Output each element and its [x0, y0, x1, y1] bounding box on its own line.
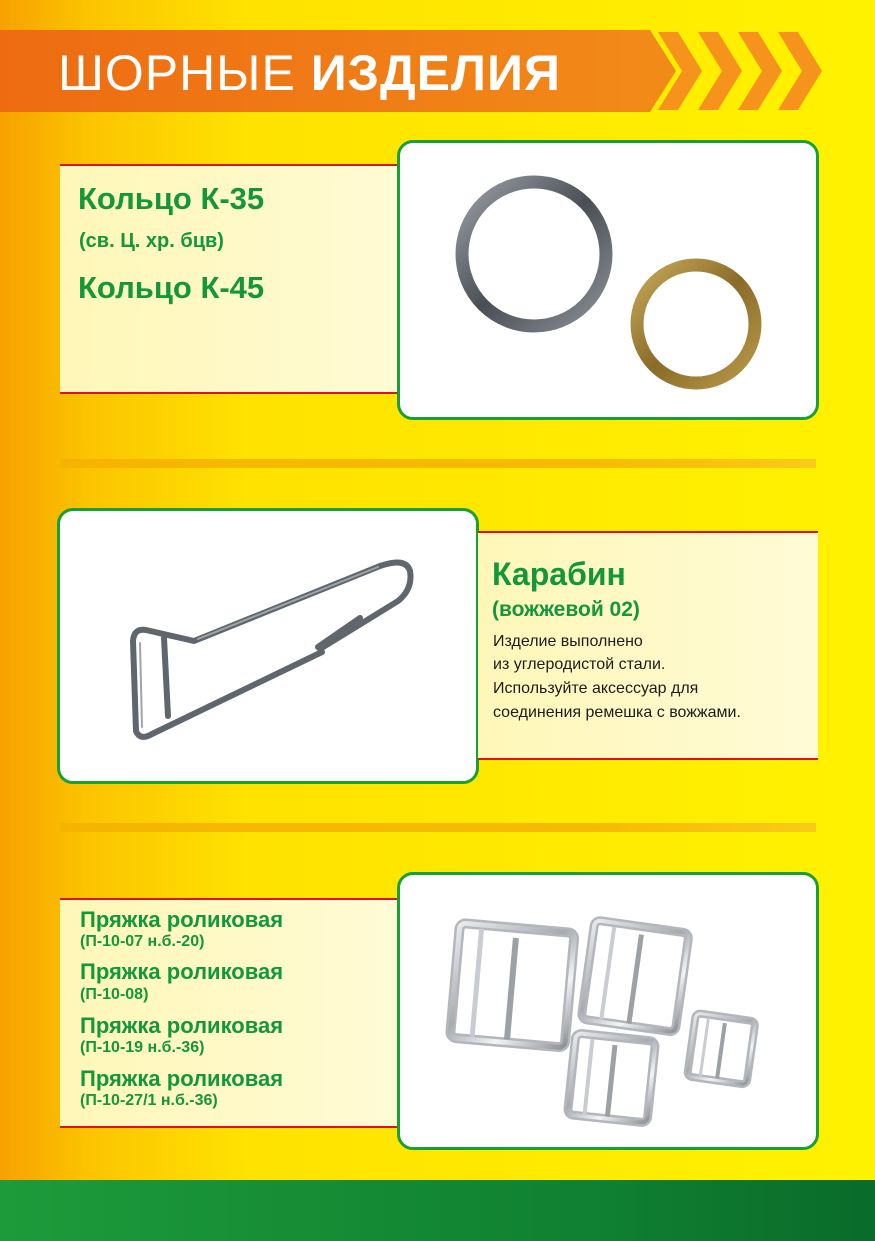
ring-steel-icon	[462, 182, 606, 326]
buckle-title: Пряжка роликовая	[80, 907, 284, 932]
ring-brass-icon	[637, 265, 755, 383]
rings-image	[400, 143, 816, 417]
section-divider	[60, 823, 816, 832]
buckle-code: (П-10-08)	[80, 986, 149, 1003]
buckle-code: (П-10-19 н.б.-36)	[80, 1039, 205, 1056]
buckle-title: Пряжка роликовая	[80, 959, 284, 984]
carabiner-image-card	[57, 508, 479, 784]
ring-k35-title: Кольцо К-35	[78, 181, 265, 216]
carabiner-desc-line: соединения ремешка с вожжами.	[493, 704, 741, 721]
buckle-icon	[687, 1013, 755, 1085]
section-divider	[60, 459, 816, 468]
buckles-image	[400, 875, 816, 1147]
carabiner-sub: (вожжевой 02)	[492, 598, 640, 621]
buckle-title: Пряжка роликовая	[80, 1066, 284, 1091]
buckle-icon	[567, 1033, 655, 1123]
carabiner-desc-line: Используйте аксессуар для	[493, 680, 699, 697]
ring-k45-title: Кольцо К-45	[78, 270, 265, 305]
buckle-icon	[581, 920, 689, 1032]
page-title	[58, 40, 561, 106]
buckles-image-card	[397, 872, 819, 1150]
buckle-icon	[450, 923, 575, 1048]
title-part2: ИЗДЕЛИЯ	[310, 45, 561, 101]
chevron-right-icon	[656, 30, 826, 112]
title-part1: ШОРНЫЕ	[58, 45, 296, 101]
carabiner-desc-line: из углеродистой стали.	[493, 656, 666, 673]
buckle-title: Пряжка роликовая	[80, 1013, 284, 1038]
carabiner-icon	[60, 511, 476, 781]
buckle-code: (П-10-27/1 н.б.-36)	[80, 1092, 218, 1109]
carabiner-desc-line: Изделие выполнено	[493, 633, 643, 650]
buckle-code: (П-10-07 н.б.-20)	[80, 933, 205, 950]
footer-band	[0, 1180, 875, 1241]
carabiner-title: Карабин	[492, 556, 626, 592]
ring-k35-sub: (св. Ц. хр. бцв)	[79, 230, 224, 252]
rings-image-card	[397, 140, 819, 420]
